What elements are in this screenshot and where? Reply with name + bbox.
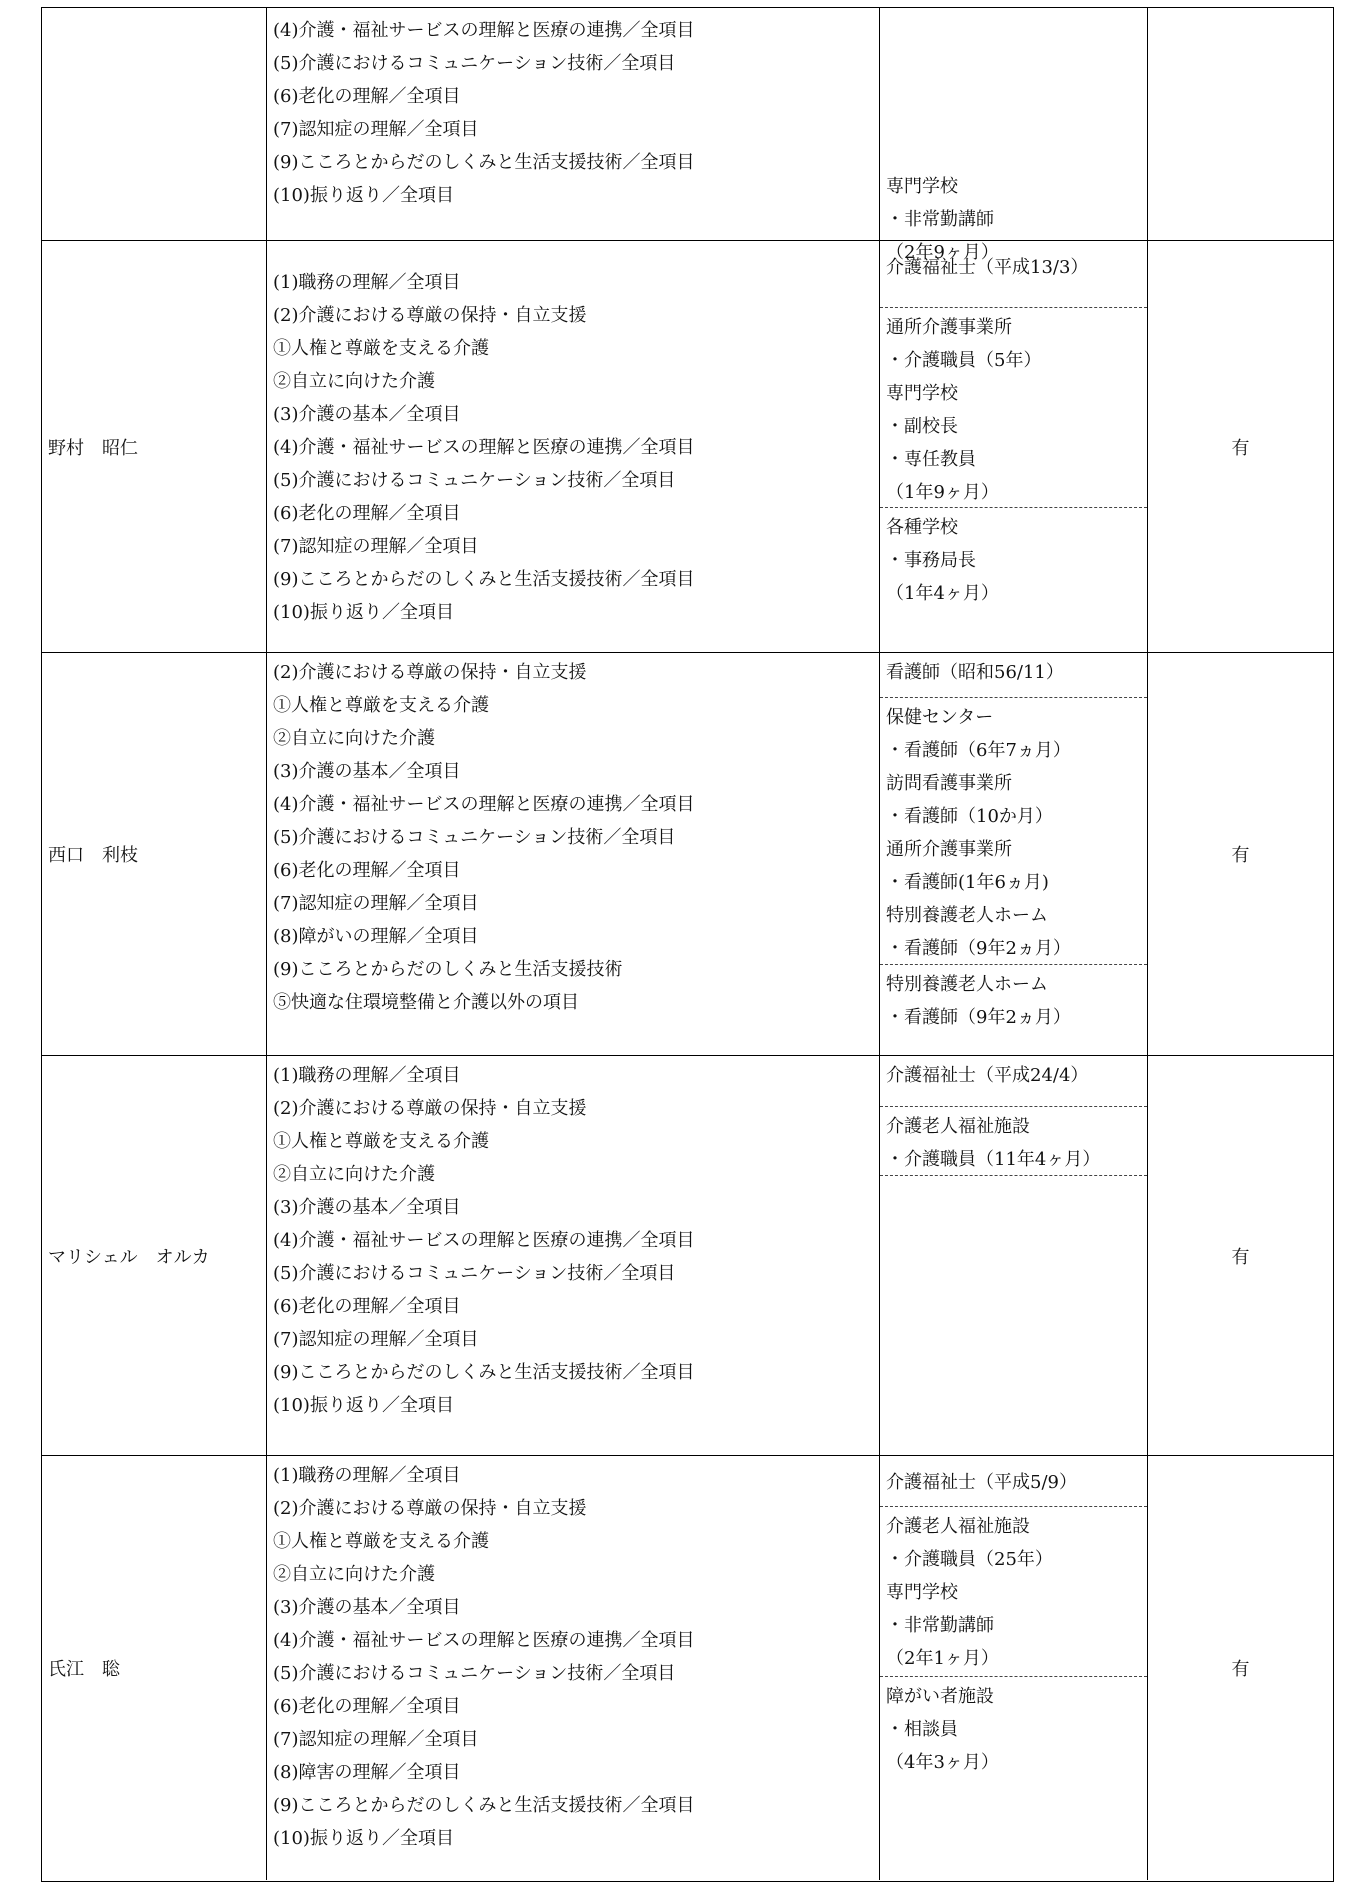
subject-item: (6)老化の理解／全項目 xyxy=(273,1696,461,1717)
experience-block xyxy=(880,1456,1147,1506)
subject-item: (5)介護におけるコミュニケーション技術／全項目 xyxy=(273,827,676,848)
experience-block xyxy=(880,1676,1147,1881)
subject-item: (5)介護におけるコミュニケーション技術／全項目 xyxy=(273,1263,676,1284)
experience-line: （4年3ヶ月） xyxy=(886,1752,999,1773)
subject-item: (2)介護における尊厳の保持・自立支援 xyxy=(273,305,587,326)
experience-block xyxy=(880,1175,1147,1456)
experience-cell xyxy=(880,8,1148,263)
subject-item: (9)こころとからだのしくみと生活支援技術／全項目 xyxy=(273,569,695,590)
experience-block xyxy=(880,1506,1147,1676)
subject-item: (7)認知症の理解／全項目 xyxy=(273,1729,479,1750)
subject-item: (10)振り返り／全項目 xyxy=(273,1395,454,1416)
table-row xyxy=(42,240,1333,652)
subject-item: ⑤快適な住環境整備と介護以外の項目 xyxy=(273,992,579,1013)
table-row xyxy=(42,1455,1333,1880)
experience-block xyxy=(880,507,1147,652)
instructor-name: 野村 昭仁 xyxy=(42,241,267,652)
subject-item: (3)介護の基本／全項目 xyxy=(273,1597,461,1618)
experience-line: 介護福祉士（平成13/3） xyxy=(886,257,1089,278)
flag-cell: 有 xyxy=(1231,845,1250,866)
experience-block xyxy=(880,653,1147,697)
experience-line: ・相談員 xyxy=(886,1719,958,1740)
instructor-name: 西口 利枝 xyxy=(42,653,267,1055)
subject-item: (5)介護におけるコミュニケーション技術／全項目 xyxy=(273,53,676,74)
experience-line: 介護老人福祉施設 xyxy=(886,1116,1030,1137)
experience-line: 専門学校 xyxy=(886,383,958,404)
subject-item: (4)介護・福祉サービスの理解と医療の連携／全項目 xyxy=(273,1630,695,1651)
flag-cell: 有 xyxy=(1231,1246,1250,1268)
subject-item: (4)介護・福祉サービスの理解と医療の連携／全項目 xyxy=(273,437,695,458)
subject-item: ②自立に向けた介護 xyxy=(273,1564,435,1585)
experience-cell xyxy=(880,241,1148,652)
subject-item: (2)介護における尊厳の保持・自立支援 xyxy=(273,1498,587,1519)
subject-item: (9)こころとからだのしくみと生活支援技術 xyxy=(273,959,623,980)
flag-cell: 有 xyxy=(1231,437,1250,459)
subject-item: (5)介護におけるコミュニケーション技術／全項目 xyxy=(273,470,676,491)
table-row xyxy=(42,652,1333,1055)
subject-item: (4)介護・福祉サービスの理解と医療の連携／全項目 xyxy=(273,1230,695,1251)
subject-item: (4)介護・福祉サービスの理解と医療の連携／全項目 xyxy=(273,794,695,815)
experience-cell xyxy=(880,653,1148,1055)
subject-list xyxy=(267,653,880,1055)
subject-item: (3)介護の基本／全項目 xyxy=(273,1197,461,1218)
experience-line: ・看護師(1年6ヵ月) xyxy=(886,872,1049,893)
experience-line: （2年1ヶ月） xyxy=(886,1648,999,1669)
subject-item: ②自立に向けた介護 xyxy=(273,728,435,749)
experience-line: 保健センター xyxy=(886,707,994,728)
instructor-table xyxy=(41,7,1334,1882)
subject-item: (9)こころとからだのしくみと生活支援技術／全項目 xyxy=(273,1362,695,1383)
experience-line: ・介護職員（25年） xyxy=(886,1549,1053,1570)
experience-line: ・介護職員（11年4ヶ月） xyxy=(886,1149,1101,1170)
subject-item: (7)認知症の理解／全項目 xyxy=(273,119,479,140)
experience-cell xyxy=(880,1056,1148,1455)
subject-item: (4)介護・福祉サービスの理解と医療の連携／全項目 xyxy=(273,20,695,41)
experience-line: 介護老人福祉施設 xyxy=(886,1516,1030,1537)
experience-cell xyxy=(880,1456,1148,1880)
experience-block xyxy=(880,1106,1147,1175)
experience-block xyxy=(880,697,1147,964)
subject-item: (5)介護におけるコミュニケーション技術／全項目 xyxy=(273,1663,676,1684)
experience-line: 介護福祉士（平成24/4） xyxy=(886,1065,1089,1086)
experience-line: ・非常勤講師 xyxy=(886,1615,994,1636)
experience-line: ・事務局長 xyxy=(886,550,976,571)
experience-line: （1年4ヶ月） xyxy=(886,583,999,604)
subject-item: (10)振り返り／全項目 xyxy=(273,185,454,206)
subject-item: (1)職務の理解／全項目 xyxy=(273,1465,461,1486)
experience-line: ・副校長 xyxy=(886,416,958,437)
table-row xyxy=(42,7,1333,263)
table-row xyxy=(42,1055,1333,1455)
experience-block xyxy=(880,307,1147,507)
subject-item: (2)介護における尊厳の保持・自立支援 xyxy=(273,1098,587,1119)
flag-cell: 有 xyxy=(1231,1659,1250,1680)
experience-line: ・看護師（6年7ヵ月） xyxy=(886,740,1071,761)
experience-block xyxy=(880,964,1147,1056)
subject-item: (6)老化の理解／全項目 xyxy=(273,1296,461,1317)
experience-line: 障がい者施設 xyxy=(886,1686,994,1707)
subject-item: ②自立に向けた介護 xyxy=(273,1164,435,1185)
experience-line: 介護福祉士（平成5/9） xyxy=(886,1472,1077,1493)
subject-item: ①人権と尊厳を支える介護 xyxy=(273,1531,489,1552)
flag-cell xyxy=(1148,8,1333,240)
subject-item: (3)介護の基本／全項目 xyxy=(273,761,461,782)
instructor-name: マリシェル オルカ xyxy=(42,1056,267,1455)
experience-line: 看護師（昭和56/11） xyxy=(886,662,1064,683)
experience-line: ・非常勤講師 xyxy=(886,209,994,230)
subject-list xyxy=(267,8,880,240)
subject-item: ①人権と尊厳を支える介護 xyxy=(273,695,489,716)
experience-line: ・看護師（10か月） xyxy=(886,806,1053,827)
subject-list xyxy=(267,241,880,652)
subject-item: (6)老化の理解／全項目 xyxy=(273,86,461,107)
experience-line: ・専任教員 xyxy=(886,449,976,470)
subject-item: (10)振り返り／全項目 xyxy=(273,1828,454,1849)
experience-line: 専門学校 xyxy=(886,176,958,197)
subject-item: (1)職務の理解／全項目 xyxy=(273,272,461,293)
subject-item: (8)障がいの理解／全項目 xyxy=(273,926,479,947)
experience-line: ・介護職員（5年） xyxy=(886,350,1042,371)
subject-item: (8)障害の理解／全項目 xyxy=(273,1762,461,1783)
experience-line: ・看護師（9年2ヵ月） xyxy=(886,938,1071,959)
experience-block xyxy=(880,1056,1147,1106)
subject-item: (7)認知症の理解／全項目 xyxy=(273,1329,479,1350)
subject-item: ①人権と尊厳を支える介護 xyxy=(273,338,489,359)
experience-line: 特別養護老人ホーム xyxy=(886,974,1048,995)
subject-item: (2)介護における尊厳の保持・自立支援 xyxy=(273,662,587,683)
experience-line: 訪問看護事業所 xyxy=(886,773,1012,794)
subject-item: ①人権と尊厳を支える介護 xyxy=(273,1131,489,1152)
experience-line: 各種学校 xyxy=(886,517,958,538)
subject-item: (1)職務の理解／全項目 xyxy=(273,1065,461,1086)
subject-item: ②自立に向けた介護 xyxy=(273,371,435,392)
subject-item: (7)認知症の理解／全項目 xyxy=(273,893,479,914)
subject-item: (7)認知症の理解／全項目 xyxy=(273,536,479,557)
experience-line: 通所介護事業所 xyxy=(886,317,1012,338)
experience-line: （2年9ヶ月） xyxy=(886,242,999,263)
experience-line: 専門学校 xyxy=(886,1582,958,1603)
instructor-name xyxy=(42,8,267,240)
subject-list xyxy=(267,1456,880,1880)
subject-item: (9)こころとからだのしくみと生活支援技術／全項目 xyxy=(273,1795,695,1816)
subject-item: (9)こころとからだのしくみと生活支援技術／全項目 xyxy=(273,152,695,173)
subject-item: (6)老化の理解／全項目 xyxy=(273,503,461,524)
subject-list xyxy=(267,1056,880,1455)
instructor-name: 氏江 聡 xyxy=(42,1456,267,1880)
experience-line: 通所介護事業所 xyxy=(886,839,1012,860)
experience-line: 特別養護老人ホーム xyxy=(886,905,1048,926)
subject-item: (6)老化の理解／全項目 xyxy=(273,860,461,881)
subject-item: (3)介護の基本／全項目 xyxy=(273,404,461,425)
subject-item: (10)振り返り／全項目 xyxy=(273,602,454,623)
experience-line: ・看護師（9年2ヵ月） xyxy=(886,1007,1071,1028)
experience-block xyxy=(880,241,1147,307)
experience-line: （1年9ヶ月） xyxy=(886,482,999,503)
